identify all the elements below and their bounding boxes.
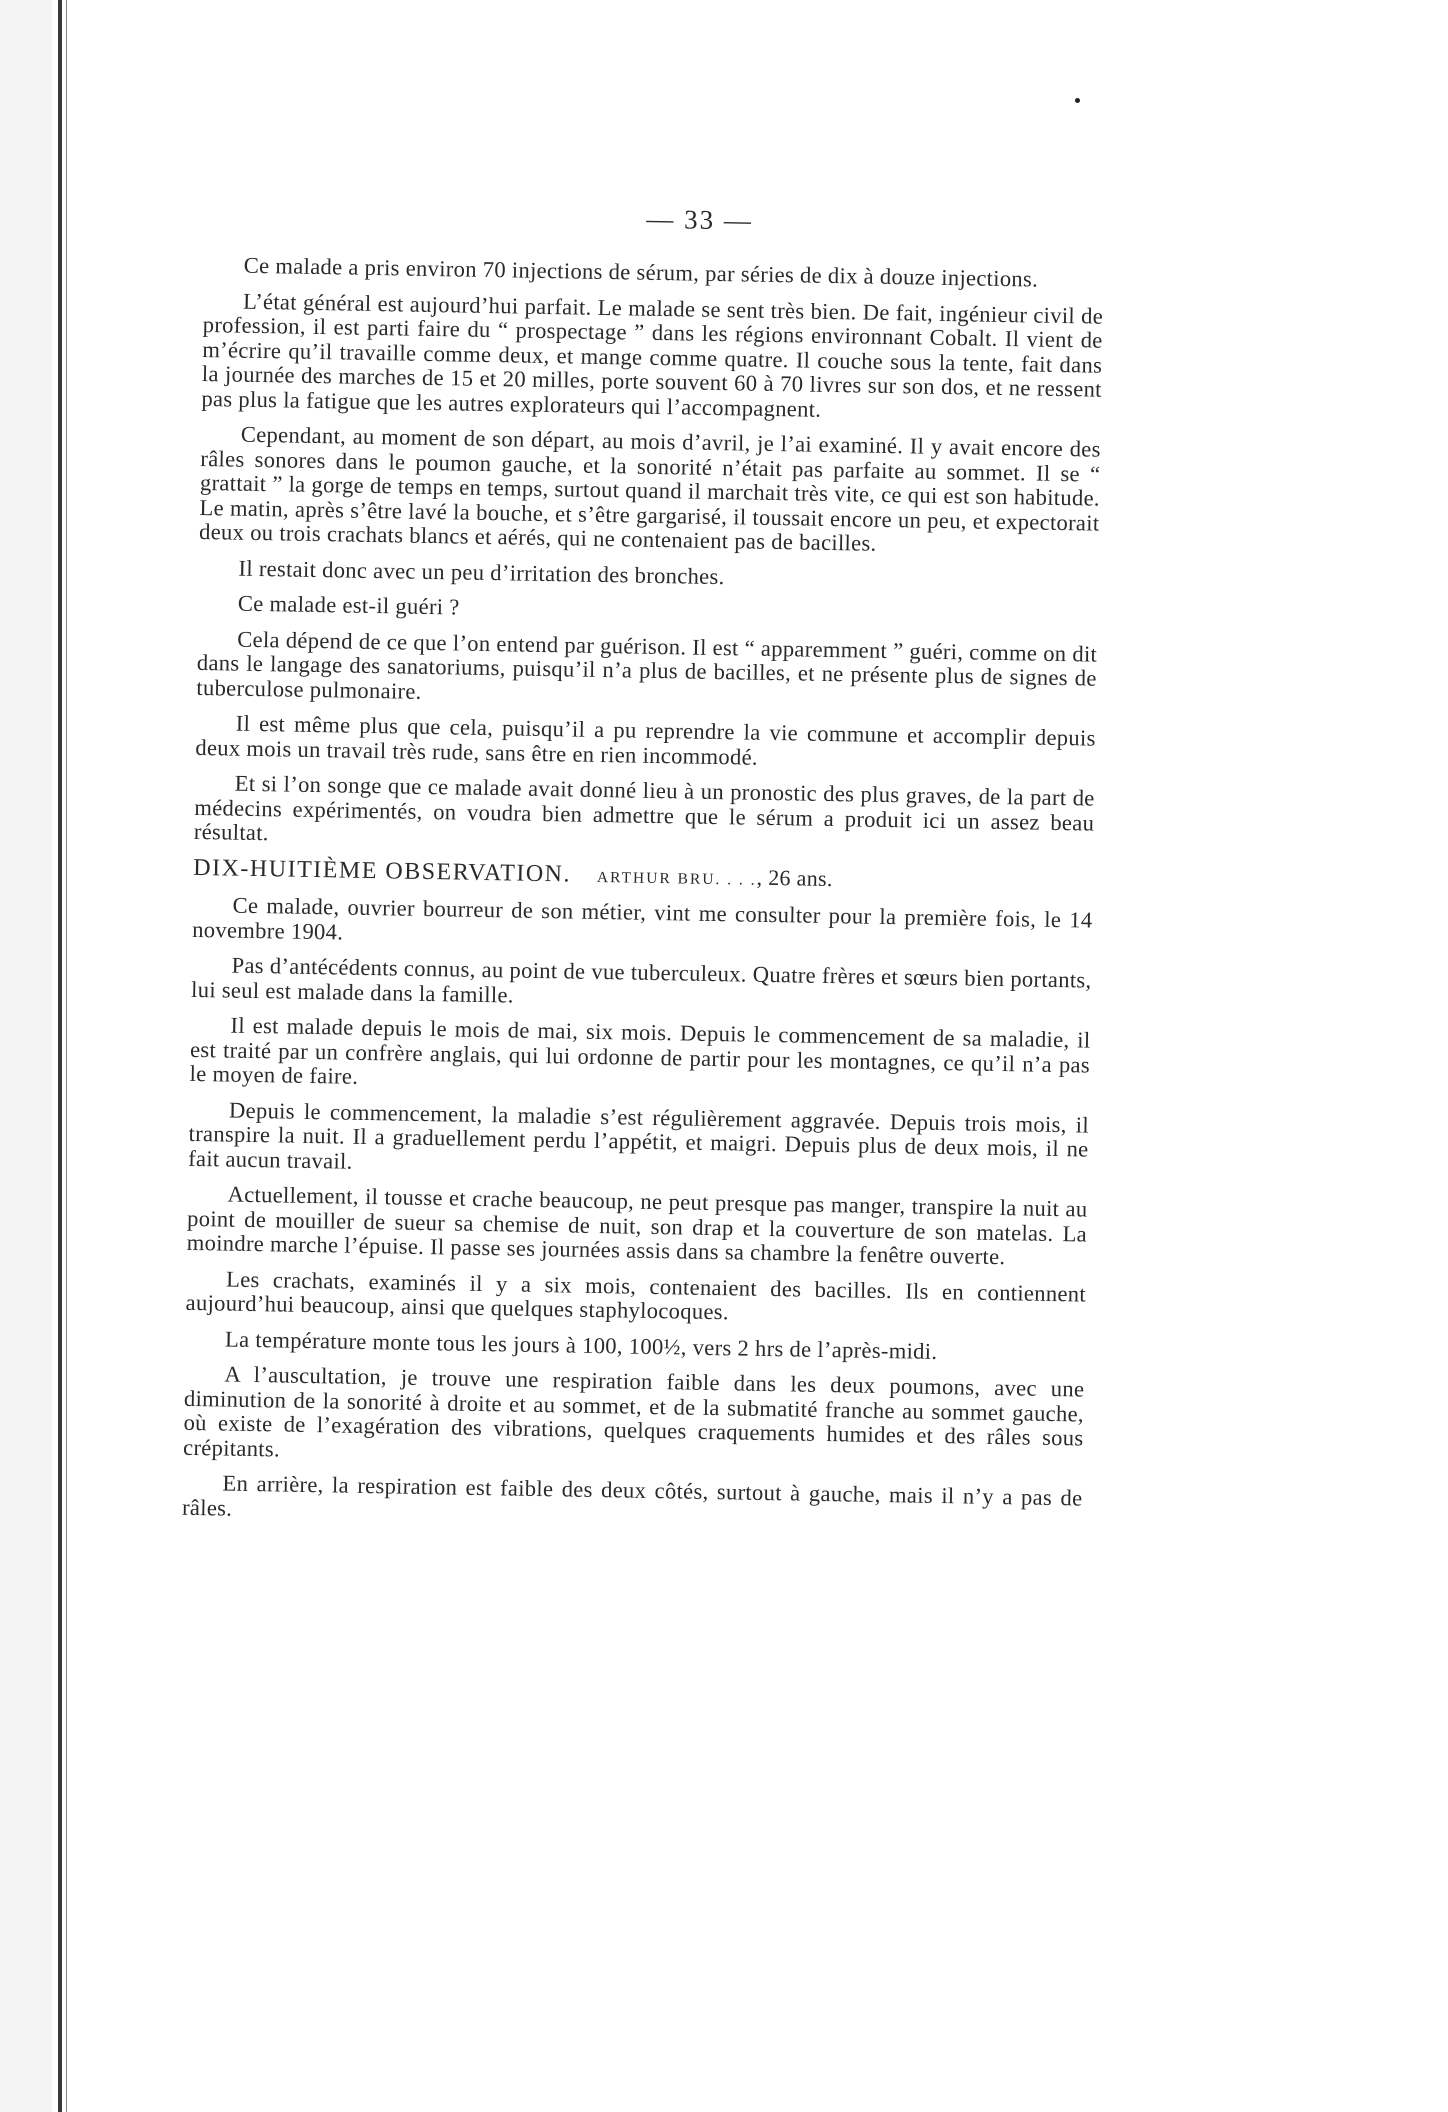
paragraph: Il est malade depuis le mois de mai, six mois. Depuis le commencement de sa maladie, il est traité par un confrère anglais, qui lui ordonne de partir pour les montagnes, ce qu’il n’a pas le moyen de faire. [189, 1012, 1091, 1089]
page-number: — 33 — [646, 203, 754, 236]
paragraph: Cela dépend de ce que l’on entend par guérison. Il est “ apparemment ” guéri, comme on dit dans le langage des sanatoriums, puisqu’il n’a plus de bacilles, et ne présente plus de signes de tuberculose pulmonaire. [196, 626, 1098, 704]
paragraph: Les crachats, examinés il y a six mois, contenaient des bacilles. Ils en contiennent aujourd’hui beaucoup, ainsi que quelques staphylocoques. [185, 1266, 1087, 1325]
paragraph: Ce malade a pris environ 70 injections de sérum, par séries de dix à douze injections. [243, 252, 1039, 292]
paragraph: Ce malade, ouvrier bourreur de son métier, vint me consulter pour la première fois, le 14 novembre 1904. [191, 892, 1093, 945]
paragraph: Ce malade est-il guéri ? [237, 590, 460, 620]
paragraph: A l’auscultation, je trouve une respiration faible dans les deux poumons, avec une diminution de la sonorité à droite et au sommet, et de la submatité franche au sommet gauche, où existe de l’exagération des vibrations, quelques craquements humides et des râles sous crépitants. [182, 1361, 1085, 1461]
paragraph: Il restait donc avec un peu d’irritation des bronches. [238, 555, 725, 589]
paragraph: Cependant, au moment de son départ, au mois d’avril, je l’ai examiné. Il y avait encore des râles sonores dans le poumon gauche, et la sonorité n’était pas parfaite au sommet. Il se “ grattait ” la gorge de temps en temps, surtout quand il marchait très vite, ce qui est son habitude. Le matin, après s’être lavé la bouche, et s’être gargarisé, il toussait encore un peu, et expectorait deux ou trois crachats blancs et aérés, qui ne contenaient pas de bacilles. [198, 421, 1101, 556]
paragraph: L’état général est aujourd’hui parfait. Le malade se sent très bien. De fait, ingénieur civil de profession, il est parti faire du “ prospectage ” dans les régions environnant Cobalt. Il vient de m’écrire qu’il travaille comme deux, et mange comme quatre. Il couche sous la tente, fait dans la journée des marches de 15 et 20 milles, porte souvent 60 à 70 livres sur son dos, et ne ressent pas plus la fatigue que les autres explorateurs qui l’accompagnent. [201, 288, 1104, 422]
paragraph: En arrière, la respiration est faible des deux côtés, surtout à gauche, mais il n’y a pas de râles. [181, 1470, 1083, 1521]
observation-heading [193, 855, 1093, 898]
observation-title: DIX-HUITIÈME OBSERVATION. [193, 854, 572, 887]
paragraph: Actuellement, il tousse et crache beaucoup, ne peut presque pas manger, transpire la nuit au point de mouiller de sueur sa chemise de nuit, son drap et la couverture de son matelas. La moindre marche l’épuise. Il passe ses journées assis dans sa chambre la fenêtre ouverte. [186, 1181, 1088, 1270]
page-gutter [0, 0, 52, 2112]
paragraph: Il est même plus que cela, puisqu’il a pu reprendre la vie commune et accomplir depuis deux mois un travail très rude, sans être en rien incommodé. [195, 710, 1096, 770]
paragraph: La température monte tous les jours à 100, 100½, vers 2 hrs de l’après-midi. [224, 1326, 938, 1364]
ink-speck [1075, 98, 1080, 103]
paragraph: Et si l’on songe que ce malade avait donné lieu à un pronostic des plus graves, de la part de médecins expérimentés, on voudra bien admettre que le sérum a produit ici un assez beau résultat. [193, 770, 1095, 846]
patient-name: ARTHUR BRU. . . . [596, 868, 757, 889]
document-page [182, 196, 1105, 1547]
binding-edge-shadow [66, 0, 67, 2112]
paragraph: Depuis le commencement, la maladie s’est régulièrement aggravée. Depuis trois mois, il transpire la nuit. Il a graduellement perdu l’appétit, et maigri. Depuis plus de deux mois, il ne fait aucun travail. [187, 1097, 1090, 1174]
binding-edge [58, 0, 62, 2112]
paragraph: Pas d’antécédents connus, au point de vue tuberculeux. Quatre frères et sœurs bien portants, lui seul est malade dans la famille. [190, 952, 1092, 1008]
patient-age: , 26 ans. [756, 864, 833, 891]
